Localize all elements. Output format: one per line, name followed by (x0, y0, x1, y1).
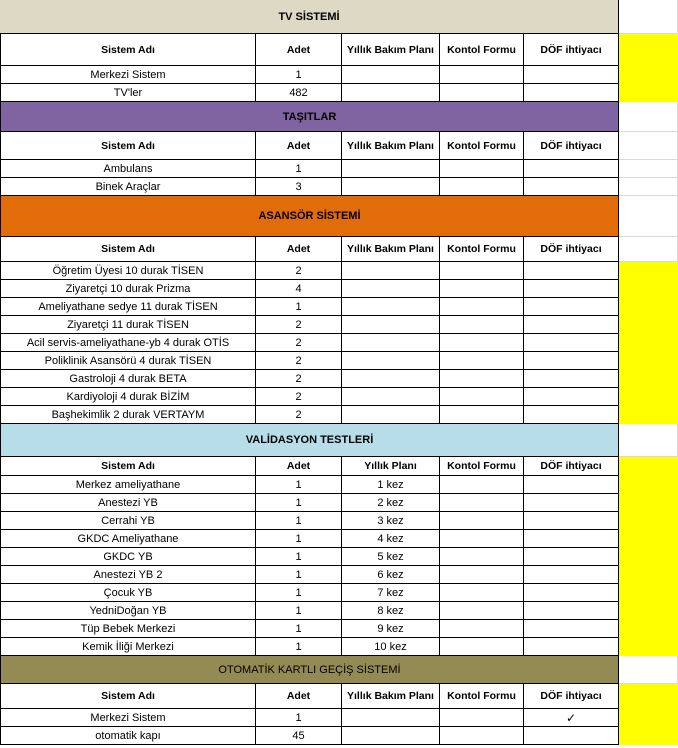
table-row (0, 298, 678, 316)
highlight-cell[interactable] (619, 620, 678, 638)
table-row (0, 709, 678, 727)
quantity-cell[interactable]: 1 (256, 512, 342, 530)
highlight-cell[interactable] (619, 352, 678, 370)
system-name-cell[interactable]: GKDC YB (0, 548, 256, 566)
col-header-yillik-bakim-plani[interactable]: Yıllık Bakım Planı (342, 132, 440, 160)
empty-cell[interactable] (619, 102, 678, 132)
validasyon-section-title[interactable]: VALİDASYON TESTLERİ (0, 424, 619, 457)
col-header-adet[interactable]: Adet (256, 684, 342, 709)
dof-cell[interactable] (524, 620, 619, 638)
highlight-cell[interactable] (619, 584, 678, 602)
dof-cell[interactable] (524, 160, 619, 178)
control-form-cell[interactable] (440, 262, 524, 280)
table-row (0, 160, 678, 178)
system-name-cell[interactable]: Kardiyoloji 4 durak BİZİM (0, 388, 256, 406)
col-header-adet[interactable]: Adet (256, 457, 342, 476)
dof-cell[interactable] (524, 280, 619, 298)
control-form-cell[interactable] (440, 334, 524, 352)
col-header-dof-ihtiyaci[interactable]: DÖF ihtiyacı (524, 684, 619, 709)
quantity-cell[interactable]: 1 (256, 709, 342, 727)
system-name-cell[interactable]: Ambulans (0, 160, 256, 178)
dof-cell[interactable] (524, 84, 619, 102)
quantity-cell[interactable]: 1 (256, 548, 342, 566)
dof-cell[interactable] (524, 298, 619, 316)
quantity-cell[interactable]: 1 (256, 476, 342, 494)
table-row (0, 512, 678, 530)
control-form-cell[interactable] (440, 727, 524, 745)
col-header-kontol-formu[interactable]: Kontol Formu (440, 132, 524, 160)
system-name-cell[interactable]: Gastroloji 4 durak BETA (0, 370, 256, 388)
yearly-plan-cell[interactable]: 7 kez (342, 584, 440, 602)
highlight-cell[interactable] (619, 727, 678, 745)
table-row (0, 530, 678, 548)
yearly-plan-cell[interactable]: 1 kez (342, 476, 440, 494)
highlight-cell[interactable] (619, 370, 678, 388)
quantity-cell[interactable]: 1 (256, 494, 342, 512)
dof-cell[interactable] (524, 370, 619, 388)
tasitlar-section-title-row (0, 102, 678, 132)
highlight-cell[interactable] (619, 388, 678, 406)
control-form-cell[interactable] (440, 548, 524, 566)
dof-cell[interactable] (524, 638, 619, 656)
dof-cell[interactable] (524, 602, 619, 620)
table-row (0, 566, 678, 584)
control-form-cell[interactable] (440, 298, 524, 316)
highlight-cell[interactable] (619, 66, 678, 84)
table-row (0, 476, 678, 494)
table-row (0, 638, 678, 656)
yearly-plan-cell[interactable]: 2 kez (342, 494, 440, 512)
quantity-cell[interactable]: 4 (256, 280, 342, 298)
quantity-cell[interactable]: 2 (256, 406, 342, 424)
system-name-cell[interactable]: Merkezi Sistem (0, 66, 256, 84)
table-row (0, 66, 678, 84)
otomatik-header-row (0, 684, 678, 709)
dof-cell[interactable] (524, 262, 619, 280)
tv-header-row (0, 34, 678, 66)
yearly-plan-cell[interactable]: 4 kez (342, 530, 440, 548)
maintenance-plan-cell[interactable] (342, 298, 440, 316)
maintenance-plan-cell[interactable] (342, 709, 440, 727)
col-header-kontol-formu[interactable]: Kontol Formu (440, 237, 524, 262)
col-header-sistem-adi[interactable]: Sistem Adı (0, 34, 256, 66)
dof-cell[interactable] (524, 494, 619, 512)
maintenance-plan-cell[interactable] (342, 316, 440, 334)
control-form-cell[interactable] (440, 566, 524, 584)
highlight-cell[interactable] (619, 602, 678, 620)
highlight-cell[interactable] (619, 512, 678, 530)
table-row (0, 370, 678, 388)
control-form-cell[interactable] (440, 584, 524, 602)
system-name-cell[interactable]: Tüp Bebek Merkezi (0, 620, 256, 638)
control-form-cell[interactable] (440, 476, 524, 494)
col-header-sistem-adi[interactable]: Sistem Adı (0, 457, 256, 476)
system-name-cell[interactable]: otomatik kapı (0, 727, 256, 745)
system-name-cell[interactable]: Çocuk YB (0, 584, 256, 602)
dof-cell[interactable] (524, 388, 619, 406)
highlight-cell[interactable] (619, 494, 678, 512)
dof-cell[interactable] (524, 476, 619, 494)
asansor-section-title-row (0, 196, 678, 237)
dof-cell[interactable] (524, 566, 619, 584)
quantity-cell[interactable]: 1 (256, 602, 342, 620)
col-header-sistem-adi[interactable]: Sistem Adı (0, 684, 256, 709)
col-header-adet[interactable]: Adet (256, 237, 342, 262)
quantity-cell[interactable]: 45 (256, 727, 342, 745)
yearly-plan-cell[interactable]: 8 kez (342, 602, 440, 620)
col-header-yillik-bakim-plani[interactable]: Yıllık Bakım Planı (342, 237, 440, 262)
dof-cell[interactable] (524, 406, 619, 424)
control-form-cell[interactable] (440, 406, 524, 424)
control-form-cell[interactable] (440, 352, 524, 370)
control-form-cell[interactable] (440, 280, 524, 298)
highlight-cell[interactable] (619, 298, 678, 316)
dof-cell[interactable] (524, 66, 619, 84)
quantity-cell[interactable]: 2 (256, 316, 342, 334)
maintenance-plan-cell[interactable] (342, 262, 440, 280)
quantity-cell[interactable]: 482 (256, 84, 342, 102)
system-name-cell[interactable]: Başhekimlik 2 durak VERTAYM (0, 406, 256, 424)
control-form-cell[interactable] (440, 512, 524, 530)
quantity-cell[interactable]: 2 (256, 370, 342, 388)
empty-cell[interactable] (619, 237, 678, 262)
empty-cell[interactable] (619, 132, 678, 160)
table-row (0, 178, 678, 196)
otomatik-section-title-row (0, 656, 678, 684)
quantity-cell[interactable]: 1 (256, 584, 342, 602)
maintenance-plan-cell[interactable] (342, 66, 440, 84)
system-name-cell[interactable]: Binek Araçlar (0, 178, 256, 196)
col-header-dof-ihtiyaci[interactable]: DÖF ihtiyacı (524, 34, 619, 66)
system-name-cell[interactable]: GKDC Ameliyathane (0, 530, 256, 548)
empty-cell[interactable] (619, 0, 678, 34)
validasyon-section-title-row (0, 424, 678, 457)
quantity-cell[interactable]: 1 (256, 66, 342, 84)
quantity-cell[interactable]: 2 (256, 352, 342, 370)
col-header-kontol-formu[interactable]: Kontol Formu (440, 457, 524, 476)
highlight-cell[interactable] (619, 548, 678, 566)
highlight-cell[interactable] (619, 406, 678, 424)
dof-cell[interactable] (524, 584, 619, 602)
empty-cell[interactable] (619, 160, 678, 178)
maintenance-plan-cell[interactable] (342, 406, 440, 424)
highlight-cell[interactable] (619, 280, 678, 298)
system-name-cell[interactable]: Cerrahi YB (0, 512, 256, 530)
yearly-plan-cell[interactable]: 5 kez (342, 548, 440, 566)
tasitlar-header-row (0, 132, 678, 160)
highlight-cell[interactable] (619, 709, 678, 727)
system-name-cell[interactable]: Öğretim Üyesi 10 durak TİSEN (0, 262, 256, 280)
dof-cell[interactable] (524, 334, 619, 352)
table-row (0, 620, 678, 638)
system-name-cell[interactable]: TV'ler (0, 84, 256, 102)
control-form-cell[interactable] (440, 530, 524, 548)
system-name-cell[interactable]: Merkez ameliyathane (0, 476, 256, 494)
yearly-plan-cell[interactable]: 3 kez (342, 512, 440, 530)
dof-cell[interactable] (524, 316, 619, 334)
quantity-cell[interactable]: 1 (256, 298, 342, 316)
quantity-cell[interactable]: 1 (256, 638, 342, 656)
maintenance-plan-cell[interactable] (342, 388, 440, 406)
col-header-dof-ihtiyaci[interactable]: DÖF ihtiyacı (524, 132, 619, 160)
system-name-cell[interactable]: Merkezi Sistem (0, 709, 256, 727)
table-row (0, 602, 678, 620)
table-row (0, 727, 678, 745)
highlight-cell[interactable] (619, 316, 678, 334)
control-form-cell[interactable] (440, 638, 524, 656)
tv-section-title-row (0, 0, 678, 34)
system-name-cell[interactable]: Ziyaretçi 11 durak TİSEN (0, 316, 256, 334)
system-name-cell[interactable]: Acil servis-ameliyathane-yb 4 durak OTİS (0, 334, 256, 352)
highlight-cell[interactable] (619, 476, 678, 494)
table-row (0, 352, 678, 370)
empty-cell[interactable] (619, 196, 678, 237)
system-name-cell[interactable]: Poliklinik Asansörü 4 durak TİSEN (0, 352, 256, 370)
yearly-plan-cell[interactable]: 6 kez (342, 566, 440, 584)
control-form-cell[interactable] (440, 178, 524, 196)
control-form-cell[interactable] (440, 709, 524, 727)
col-header-kontol-formu[interactable]: Kontol Formu (440, 34, 524, 66)
yearly-plan-cell[interactable]: 10 kez (342, 638, 440, 656)
dof-cell[interactable] (524, 178, 619, 196)
highlight-cell[interactable] (619, 262, 678, 280)
tv-section-title[interactable]: TV SİSTEMİ (0, 0, 619, 34)
control-form-cell[interactable] (440, 84, 524, 102)
dof-cell[interactable] (524, 548, 619, 566)
system-name-cell[interactable]: Ameliyathane sedye 11 durak TİSEN (0, 298, 256, 316)
table-row (0, 262, 678, 280)
empty-cell[interactable] (619, 424, 678, 457)
dof-cell[interactable] (524, 352, 619, 370)
highlight-cell[interactable] (619, 638, 678, 656)
maintenance-plan-cell[interactable] (342, 160, 440, 178)
system-name-cell[interactable]: Anestezi YB 2 (0, 566, 256, 584)
col-header-sistem-adi[interactable]: Sistem Adı (0, 132, 256, 160)
table-row (0, 84, 678, 102)
control-form-cell[interactable] (440, 388, 524, 406)
highlight-cell[interactable] (619, 84, 678, 102)
control-form-cell[interactable] (440, 160, 524, 178)
control-form-cell[interactable] (440, 494, 524, 512)
maintenance-plan-cell[interactable] (342, 84, 440, 102)
col-header-dof-ihtiyaci[interactable]: DÖF ihtiyacı (524, 457, 619, 476)
maintenance-plan-cell[interactable] (342, 370, 440, 388)
table-row (0, 494, 678, 512)
control-form-cell[interactable] (440, 316, 524, 334)
table-row (0, 316, 678, 334)
quantity-cell[interactable]: 2 (256, 262, 342, 280)
yearly-plan-cell[interactable]: 9 kez (342, 620, 440, 638)
table-row (0, 280, 678, 298)
asansor-section-title[interactable]: ASANSÖR SİSTEMİ (0, 196, 619, 237)
asansor-header-row (0, 237, 678, 262)
col-header-kontol-formu[interactable]: Kontol Formu (440, 684, 524, 709)
system-name-cell[interactable]: Anestezi YB (0, 494, 256, 512)
empty-cell[interactable] (619, 656, 678, 684)
dof-checkmark-cell[interactable]: ✓ (524, 709, 619, 727)
highlight-cell[interactable] (619, 457, 678, 476)
maintenance-plan-cell[interactable] (342, 352, 440, 370)
quantity-cell[interactable]: 1 (256, 620, 342, 638)
quantity-cell[interactable]: 2 (256, 334, 342, 352)
table-row (0, 584, 678, 602)
system-name-cell[interactable]: Ziyaretçi 10 durak Prizma (0, 280, 256, 298)
highlight-cell[interactable] (619, 530, 678, 548)
quantity-cell[interactable]: 3 (256, 178, 342, 196)
dof-cell[interactable] (524, 530, 619, 548)
table-row (0, 406, 678, 424)
empty-cell[interactable] (619, 178, 678, 196)
control-form-cell[interactable] (440, 370, 524, 388)
col-header-yillik-bakim-plani[interactable]: Yıllık Bakım Planı (342, 34, 440, 66)
dof-cell[interactable] (524, 727, 619, 745)
highlight-cell[interactable] (619, 34, 678, 66)
col-header-yillik-bakim-plani[interactable]: Yıllık Bakım Planı (342, 684, 440, 709)
control-form-cell[interactable] (440, 602, 524, 620)
highlight-cell[interactable] (619, 334, 678, 352)
maintenance-plan-cell[interactable] (342, 334, 440, 352)
tasitlar-section-title[interactable]: TAŞITLAR (0, 102, 619, 132)
dof-cell[interactable] (524, 512, 619, 530)
system-name-cell[interactable]: Kemik İliği Merkezi (0, 638, 256, 656)
control-form-cell[interactable] (440, 620, 524, 638)
col-header-sistem-adi[interactable]: Sistem Adı (0, 237, 256, 262)
control-form-cell[interactable] (440, 66, 524, 84)
quantity-cell[interactable]: 2 (256, 388, 342, 406)
col-header-dof-ihtiyaci[interactable]: DÖF ihtiyacı (524, 237, 619, 262)
quantity-cell[interactable]: 1 (256, 530, 342, 548)
col-header-yillik-plani[interactable]: Yıllık Planı (342, 457, 440, 476)
maintenance-plan-cell[interactable] (342, 280, 440, 298)
maintenance-plan-cell[interactable] (342, 178, 440, 196)
table-row (0, 548, 678, 566)
quantity-cell[interactable]: 1 (256, 160, 342, 178)
validasyon-header-row (0, 457, 678, 476)
quantity-cell[interactable]: 1 (256, 566, 342, 584)
table-row (0, 388, 678, 406)
system-name-cell[interactable]: YedniDoğan YB (0, 602, 256, 620)
otomatik-section-title[interactable]: OTOMATİK KARTLI GEÇİŞ SİSTEMİ (0, 656, 619, 684)
maintenance-plan-cell[interactable] (342, 727, 440, 745)
highlight-cell[interactable] (619, 566, 678, 584)
col-header-adet[interactable]: Adet (256, 34, 342, 66)
col-header-adet[interactable]: Adet (256, 132, 342, 160)
table-row (0, 334, 678, 352)
highlight-cell[interactable] (619, 684, 678, 709)
